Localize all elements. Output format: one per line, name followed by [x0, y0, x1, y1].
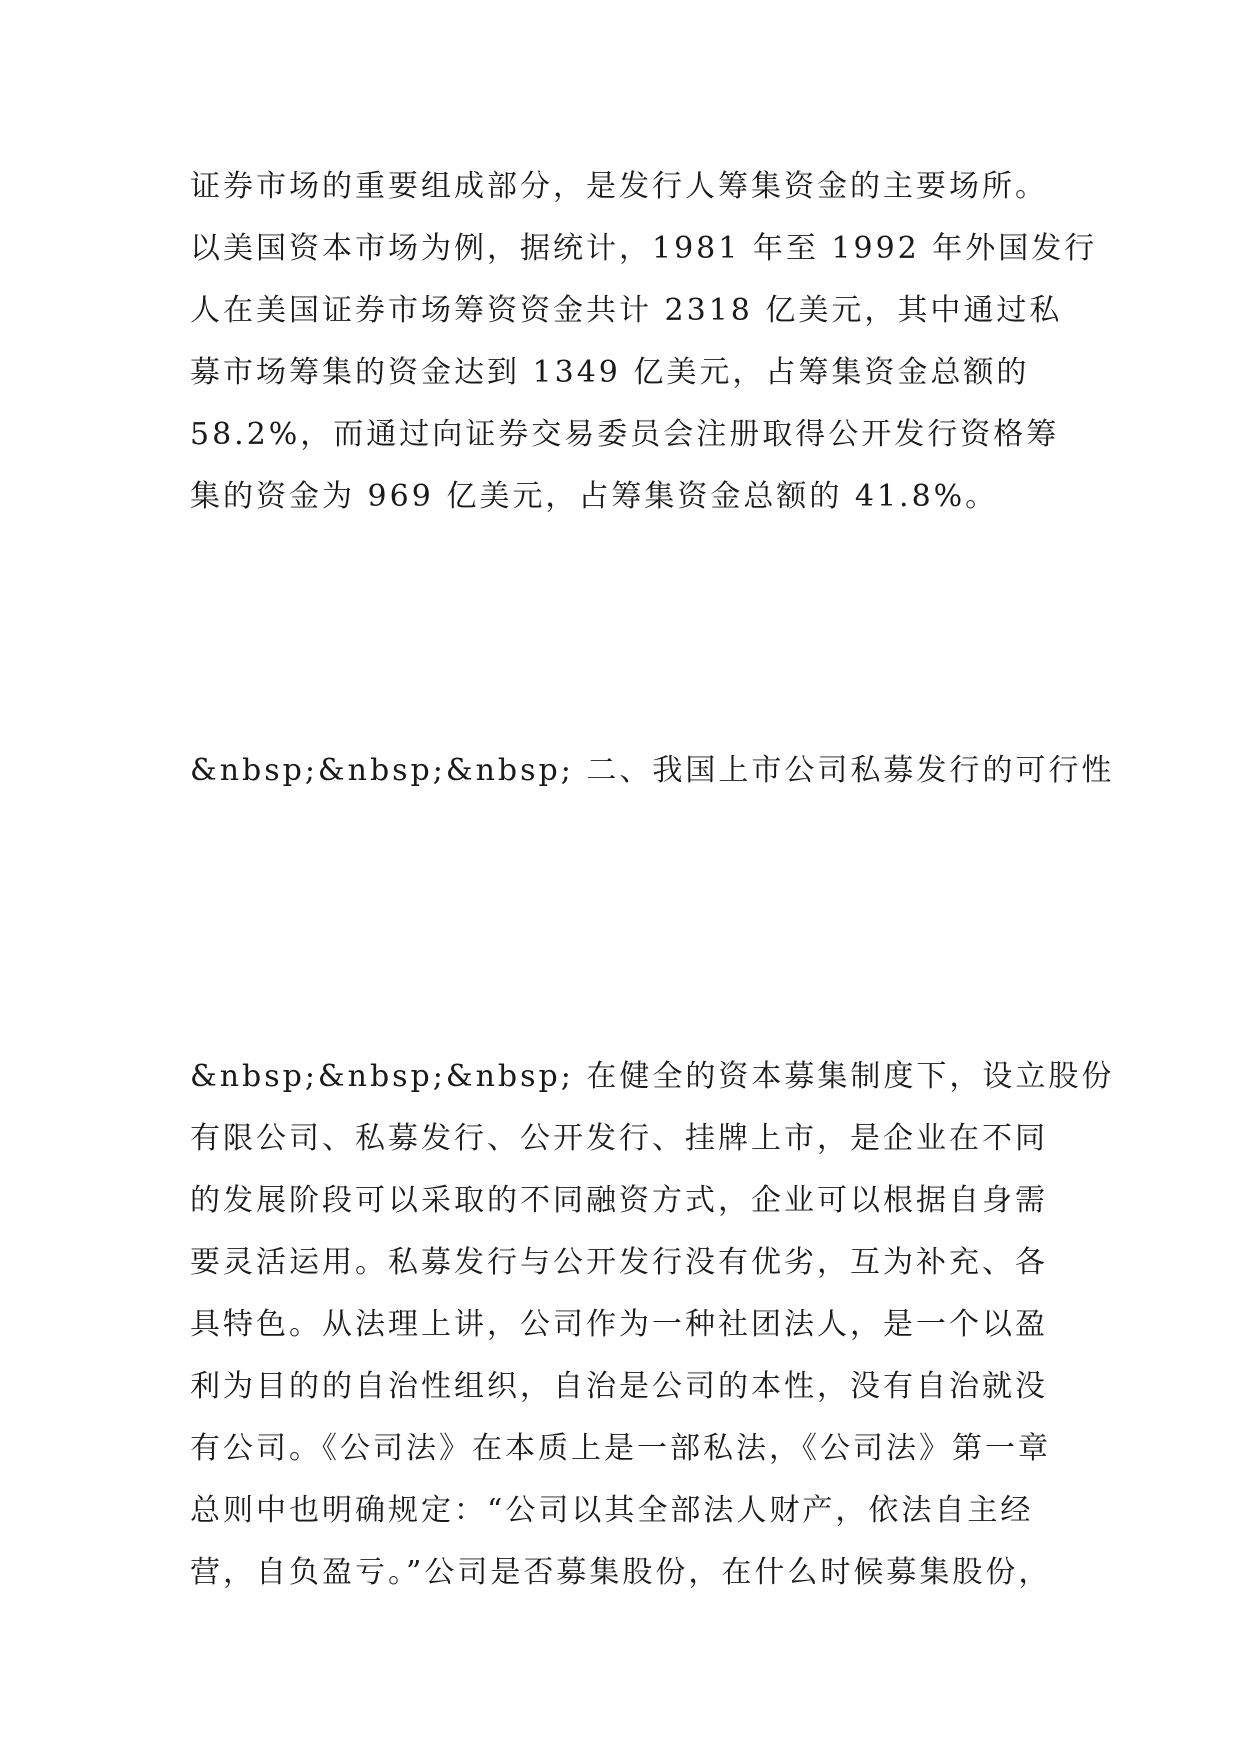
paragraph-1	[190, 156, 1098, 528]
paragraph-line: 营，自负盈亏。”公司是否募集股份，在什么时候募集股份，	[190, 1555, 1052, 1590]
paragraph-line: 要灵活运用。私募发行与公开发行没有优劣，互为补充、各	[190, 1245, 1048, 1280]
paragraph-line: 的发展阶段可以采取的不同融资方式，企业可以根据自身需	[190, 1183, 1048, 1218]
paragraph-line: 人在美国证券市场筹资资金共计 2318 亿美元，其中通过私	[190, 293, 1063, 328]
section-heading	[190, 740, 1115, 802]
paragraph-line: 证券市场的重要组成部分，是发行人筹集资金的主要场所。	[190, 169, 1048, 204]
paragraph-line: 募市场筹集的资金达到 1349 亿美元，占筹集资金总额的	[190, 355, 1030, 390]
paragraph-2	[190, 1046, 1115, 1604]
paragraph-line: 总则中也明确规定：“公司以其全部法人财产，依法自主经	[190, 1493, 1034, 1528]
paragraph-line: 以美国资本市场为例，据统计，1981 年至 1992 年外国发行	[190, 231, 1098, 266]
paragraph-line: &nbsp;&nbsp;&nbsp; 在健全的资本募集制度下，设立股份	[190, 1059, 1115, 1094]
paragraph-line: 58.2%，而通过向证券交易委员会注册取得公开发行资格筹	[190, 417, 1060, 452]
paragraph-line: 集的资金为 969 亿美元，占筹集资金总额的 41.8%。	[190, 479, 999, 514]
heading-text: &nbsp;&nbsp;&nbsp; 二、我国上市公司私募发行的可行性	[190, 753, 1115, 788]
paragraph-line: 有限公司、私募发行、公开发行、挂牌上市，是企业在不同	[190, 1121, 1048, 1156]
paragraph-line: 利为目的的自治性组织，自治是公司的本性，没有自治就没	[190, 1369, 1048, 1404]
paragraph-line: 具特色。从法理上讲，公司作为一种社团法人，是一个以盈	[190, 1307, 1048, 1342]
paragraph-line: 有公司。《公司法》在本质上是一部私法，《公司法》第一章	[190, 1431, 1051, 1466]
